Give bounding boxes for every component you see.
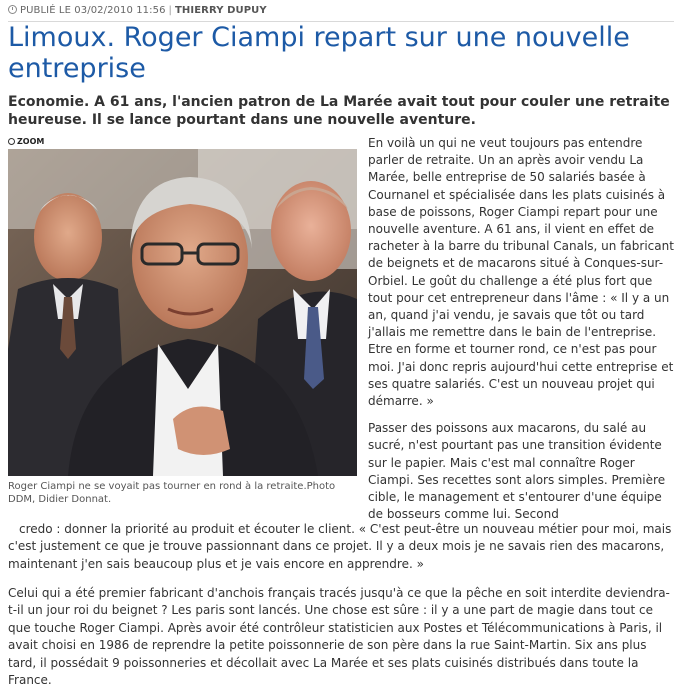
photo-illustration [8,149,357,476]
clock-icon [8,5,17,14]
publish-date: PUBLIÉ LE 03/02/2010 11:56 [20,5,166,16]
article-title: Limoux. Roger Ciampi repart sur une nouvelle entreprise [8,22,630,84]
zoom-icon [8,138,15,145]
zoom-button[interactable] [8,137,44,146]
article-photo[interactable] [8,149,357,476]
paragraph-1: En voilà un qui ne veut toujours pas entendre parler de retraite. Un an après avoir vendu La Marée, belle entreprise de 50 salariés basée à Cournanel et spécialisée dans les plats cuisinés à base de poissons, Roger Ciampi repart pour une nouvelle aventure. A 61 ans, il vient en effet de racheter à la barre du tribunal Canals, un fabricant de beignets et de macarons situé à Conques-sur-Orbiel. Le goût du challenge a été plus fort que tout pour cet entrepreneur dans l'âme : « Il y a un an, quand j'ai vendu, je savais que tôt ou tard j'allais me remettre dans le bain de l'entreprise. Etre en forme et tourner rond, ce n'est pas pour moi. J'ai donc repris aujourd'hui cette entreprise et ses quatre salariés. C'est un nouveau projet qui démarre. » [368,136,674,409]
paragraph-2: Passer des poissons aux macarons, du salé au sucré, n'est pourtant pas une transition évidente sur le papier. Mais c'est mal connaître Roger Ciampi. Ses recettes sont alors simples. Première cible, le management et s'entourer d'une équipe de bosseurs comme lui. Second [368,421,666,522]
article-column [368,135,676,533]
author-name[interactable]: THIERRY DUPUY [175,5,267,16]
article-lead: Economie. A 61 ans, l'ancien patron de La Marée avait tout pour couler une retraite heureuse. Il se lance pourtant dans une nouvelle aventure. [8,94,670,128]
paragraph-2-continued: credo : donner la priorité au produit et écouter le client. « C'est peut-être un nouveau métier pour moi, mais c'est justement ce que je trouve passionnant dans ce projet. Il y a deux mois je ne savais rien des macarons, maintenant j'en sais beaucoup plus et je vais encore en apprendre. » [8,522,672,571]
zoom-label: ZOOM [17,137,45,146]
article-meta [8,5,267,16]
photo-caption: Roger Ciampi ne se voyait pas tourner en rond à la retraite.Photo DDM, Didier Donnat. [8,481,336,505]
paragraph-3: Celui qui a été premier fabricant d'anchois français tracés jusqu'à ce que la pêche en soit interdite deviendra-t-il un jour roi du beignet ? Les paris sont lancés. Une chose est sûre : il y a une part de magie dans tout ce que touche Roger Ciampi. Après avoir été contrôleur statisticien aux Postes et Télécommunications à Paris, il avait choisi en 1986 de reprendre la petite poissonnerie de son père dans la rue Saint-Martin. Six ans plus tard, il possédait 9 poissonneries et décollait avec La Marée et ses plats cuisinés distribués dans toute la France. [8,586,670,688]
meta-separator: | [168,5,173,16]
